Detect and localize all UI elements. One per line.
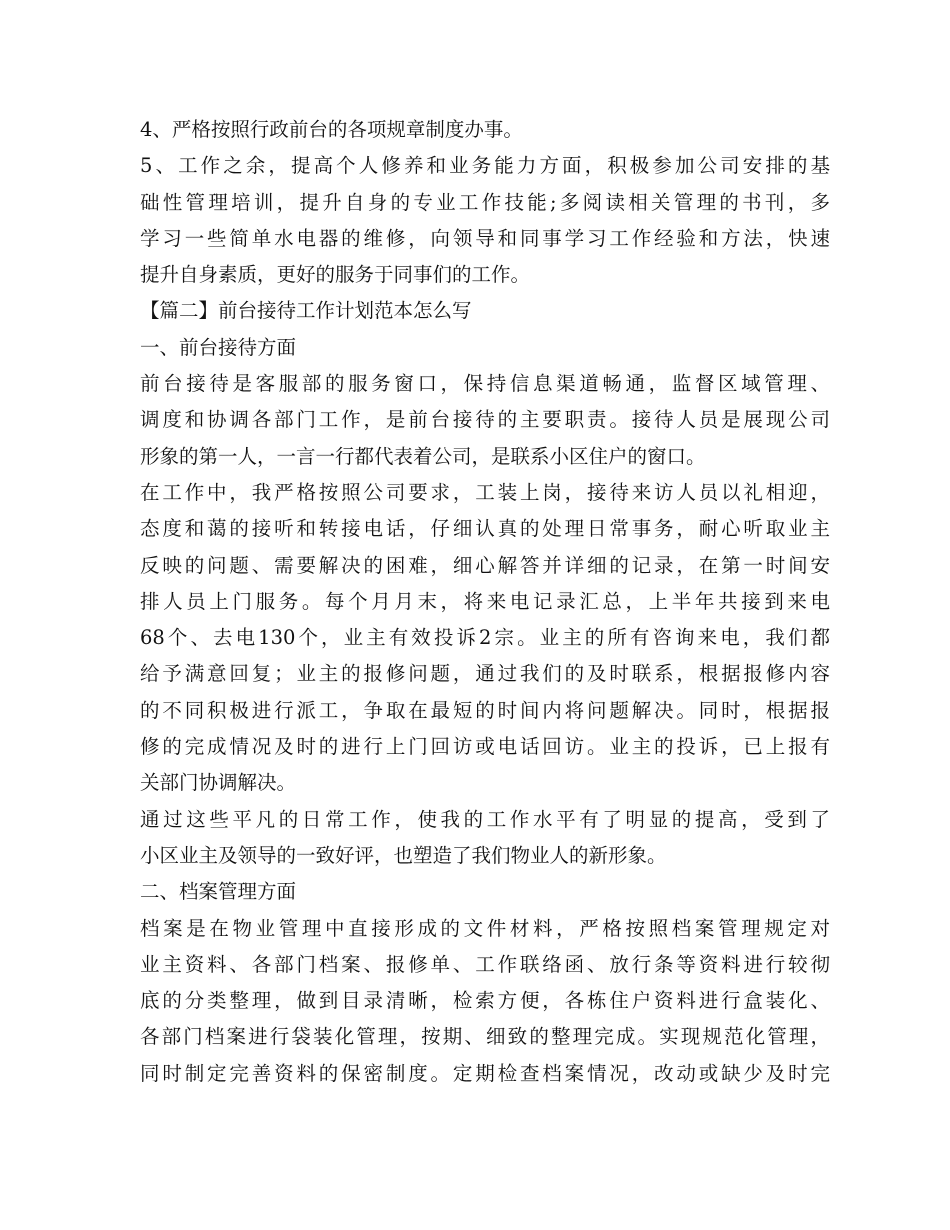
document-body	[140, 112, 830, 1092]
text-line: 档案是在物业管理中直接形成的文件材料，严格按照档案管理规定对	[140, 916, 830, 940]
text-line: 4、严格按照行政前台的各项规章制度办事。	[140, 118, 523, 141]
text-line: 在工作中，我严格按照公司要求，工装上岗，接待来访人员以礼相迎，	[140, 480, 830, 504]
text-line: 给予满意回复；业主的报修问题，通过我们的及时联系，根据报修内容	[140, 662, 830, 686]
text-line: 反映的问题、需要解决的困难，细心解答并详细的记录，在第一时间安	[140, 553, 830, 577]
text-line: 提升自身素质，更好的服务于同事们的工作。	[140, 263, 531, 287]
text-line: 础性管理培训，提升自身的专业工作技能;多阅读相关管理的书刊，多	[140, 190, 830, 214]
subsection-heading: 二、档案管理方面	[140, 880, 297, 904]
text-line: 各部门档案进行袋装化管理，按期、细致的整理完成。实现规范化管理，	[140, 1025, 830, 1049]
text-line: 形象的第一人，一言一行都代表着公司，是联系小区住户的窗口。	[140, 444, 706, 468]
text-line: 底的分类整理，做到目录清晰，检索方便，各栋住户资料进行盒装化、	[140, 989, 830, 1013]
text-line: 调度和协调各部门工作，是前台接待的主要职责。接待人员是展现公司	[140, 408, 830, 432]
section-heading: 【篇二】前台接待工作计划范本怎么写	[140, 299, 472, 323]
text-line: 同时制定完善资料的保密制度。定期检查档案情况，改动或缺少及时完	[140, 1061, 830, 1085]
text-line: 的不同积极进行派工，争取在最短的时间内将问题解决。同时，根据报	[140, 698, 830, 722]
text-line: 修的完成情况及时的进行上门回访或电话回访。业主的投诉，已上报有	[140, 735, 830, 759]
text-line: 5、工作之余，提高个人修养和业务能力方面，积极参加公司安排的基	[140, 154, 830, 178]
text-line: 学习一些简单水电器的维修，向领导和同事学习工作经验和方法，快速	[140, 226, 830, 250]
text-line: 排人员上门服务。每个月月末，将来电记录汇总，上半年共接到来电	[140, 589, 830, 613]
text-line: 关部门协调解决。	[140, 771, 297, 795]
text-line: 通过这些平凡的日常工作，使我的工作水平有了明显的提高，受到了	[140, 807, 830, 831]
text-line: 业主资料、各部门档案、报修单、工作联络函、放行条等资料进行较彻	[140, 952, 830, 976]
subsection-heading: 一、前台接待方面	[140, 335, 297, 359]
text-line: 68个、去电130个，业主有效投诉2宗。业主的所有咨询来电，我们都	[140, 626, 830, 650]
text-line: 小区业主及领导的一致好评，也塑造了我们物业人的新形象。	[140, 843, 667, 867]
text-line: 前台接待是客服部的服务窗口，保持信息渠道畅通，监督区域管理、	[140, 372, 830, 396]
text-line: 态度和蔼的接听和转接电话，仔细认真的处理日常事务，耐心听取业主	[140, 517, 830, 541]
